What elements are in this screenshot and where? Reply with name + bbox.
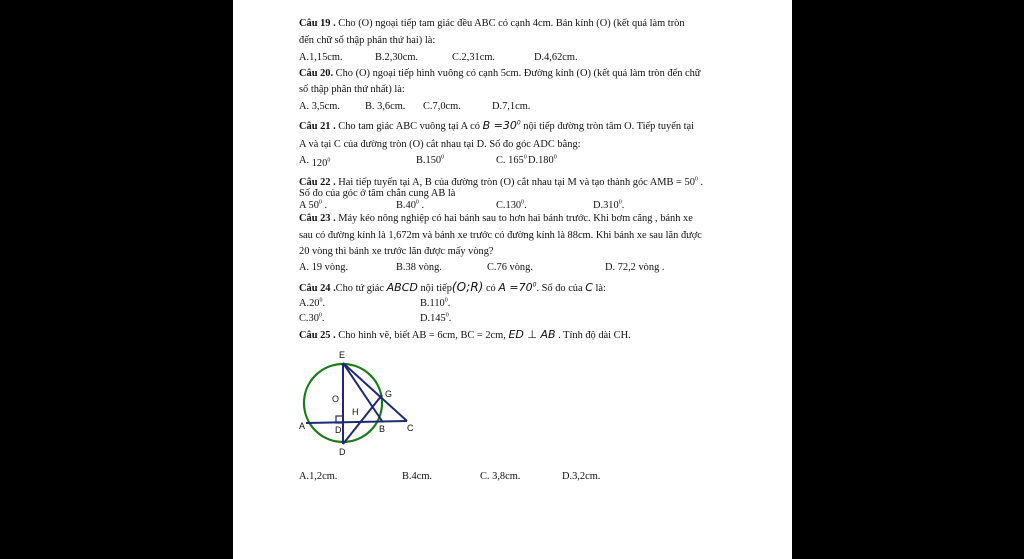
label-a: A (299, 421, 306, 431)
q21-text1a: Cho tam giác ABC vuông tại A có (335, 121, 483, 132)
q23-text1: Máy kéo nông nghiệp có hai bánh sau to hơn hai bánh trước. Khi bơm căng , bánh xe (335, 213, 693, 224)
q21-option-a[interactable]: A. $120^0$ (299, 155, 331, 169)
q24-option-d[interactable]: D.145$^0$. (420, 312, 452, 324)
q22-option-d[interactable]: D.310$^0$. (593, 199, 625, 211)
document-page (233, 0, 792, 559)
label-g: G (385, 389, 393, 399)
q22-option-b[interactable]: $B.40^0$ . (396, 199, 425, 211)
q25-option-d[interactable]: D.3,2cm. (562, 471, 601, 482)
q20-text1: Cho (O) ngoại tiếp hình vuông có cạnh 5cm. Đường kính (O) (kết quả làm tròn đến chữ (333, 68, 701, 79)
q21-line2: A và tại C của đường tròn (O) cắt nhau tại D. Số đo góc ADC bằng: (299, 139, 581, 150)
q23-line2: sau có đường kính là 1,672m và bánh xe trước có đường kính là 88cm. Khi bánh xe sau lăn được (299, 230, 702, 241)
q19-option-b[interactable]: B.2,30cm. (375, 52, 419, 63)
q25-line1: Câu 25 . Cho hình vẽ, biết AB = 6cm, BC = 2cm, ED ⊥ AB . Tính độ dài CH. (299, 328, 631, 341)
segment-ac (306, 421, 407, 423)
label-h: H (352, 407, 359, 417)
label-o: O (332, 394, 340, 404)
q25-perpendicular: ED ⊥ AB (508, 328, 556, 341)
q22-option-c[interactable]: C.130$^0$. (496, 199, 527, 211)
q21-option-d[interactable]: D.180$^0$ (528, 154, 557, 166)
q21-line1 (299, 120, 694, 133)
q24-angle-a: $A =70^0$ (498, 281, 537, 294)
q24-option-c[interactable]: $C.30^0$. (299, 312, 325, 324)
q25-option-c[interactable]: C. 3,8cm. (480, 471, 521, 482)
q21-option-c[interactable]: C. $165^0$ (496, 154, 527, 166)
q20-option-a[interactable]: A. 3,5cm. (299, 101, 340, 112)
q25-number: Câu 25 . (299, 330, 336, 341)
q19-number: Câu 19 . (299, 18, 336, 29)
q24-quad: ABCD (386, 281, 418, 294)
q20-line1 (299, 68, 700, 80)
q21-number: Câu 21 . (299, 121, 336, 132)
q23-option-a[interactable]: A. 19 vòng. (299, 262, 349, 273)
q24-line1: Câu 24 .Cho tứ giác ABCD nội tiếp(O;R) có $A =70^0$. Số đo của C là: (299, 280, 606, 294)
q21-text1b: nội tiếp đường tròn tâm O. Tiếp tuyến tại (520, 121, 694, 132)
q19-text1: Cho (O) ngoại tiếp tam giác đều ABC có cạnh 4cm. Bán kính (O) (kết quả làm tròn (335, 18, 685, 29)
q20-option-b[interactable]: B. 3,6cm. (365, 101, 406, 112)
q23-option-d[interactable]: D. 72,2 vòng . (605, 262, 665, 273)
q24-number: Câu 24 . (299, 283, 336, 294)
label-b: B (379, 424, 386, 434)
label-e: E (339, 350, 346, 360)
q23-number: Câu 23 . (299, 213, 336, 224)
label-d: D (339, 447, 346, 457)
q24-option-a[interactable]: $A.20^0$. (299, 297, 326, 309)
geometry-figure (299, 347, 419, 459)
q21-option-b[interactable]: B.150$^0$ (416, 154, 445, 166)
q24-option-b[interactable]: B.110$^0$. (420, 297, 451, 309)
q25-option-b[interactable]: B.4cm. (402, 471, 433, 482)
q19-option-c[interactable]: C.2,31cm. (452, 52, 496, 63)
q23-line3: 20 vòng thì bánh xe trước lăn được mấy vòng? (299, 246, 494, 257)
q19-line1 (299, 18, 685, 30)
q24-angle-c: C (585, 281, 593, 294)
q23-option-b[interactable]: B.38 vòng. (396, 262, 442, 273)
q22-number: Câu 22 . (299, 177, 336, 188)
q23-line1 (299, 213, 693, 225)
q22-line1: Câu 22 . Hai tiếp tuyến tại A, B của đường tròn (O) cắt nhau tại M và tạo thành góc AMB = $50^0$ . (299, 176, 704, 188)
q21-angle-b: $B =30^0$ (482, 119, 521, 132)
q24-circle: (O;R) (451, 280, 484, 294)
q20-line2: số thập phân thứ nhất) là: (299, 84, 405, 95)
q20-option-c[interactable]: C.7,0cm. (423, 101, 461, 112)
q19-option-a[interactable]: A.1,15cm. (299, 52, 343, 63)
q22-option-a[interactable]: A $50^0$ . (299, 199, 328, 211)
q25-option-a[interactable]: A.1,2cm. (299, 471, 338, 482)
q19-line2: đến chữ số thập phân thứ hai) là: (299, 35, 436, 46)
label-d-middle: D (335, 425, 342, 435)
q20-number: Câu 20. (299, 68, 334, 79)
q22-line2: Số đo của góc ở tâm chắn cung AB là (299, 188, 456, 199)
q22-text1: Hai tiếp tuyến tại A, B của đường tròn (O) cắt nhau tại M và tạo thành góc AMB = 50 (335, 177, 695, 188)
q23-option-c[interactable]: C.76 vòng. (487, 262, 533, 273)
q19-option-d[interactable]: D.4,62cm. (534, 52, 578, 63)
label-c: C (407, 423, 414, 433)
q20-option-d[interactable]: D.7,1cm. (492, 101, 531, 112)
